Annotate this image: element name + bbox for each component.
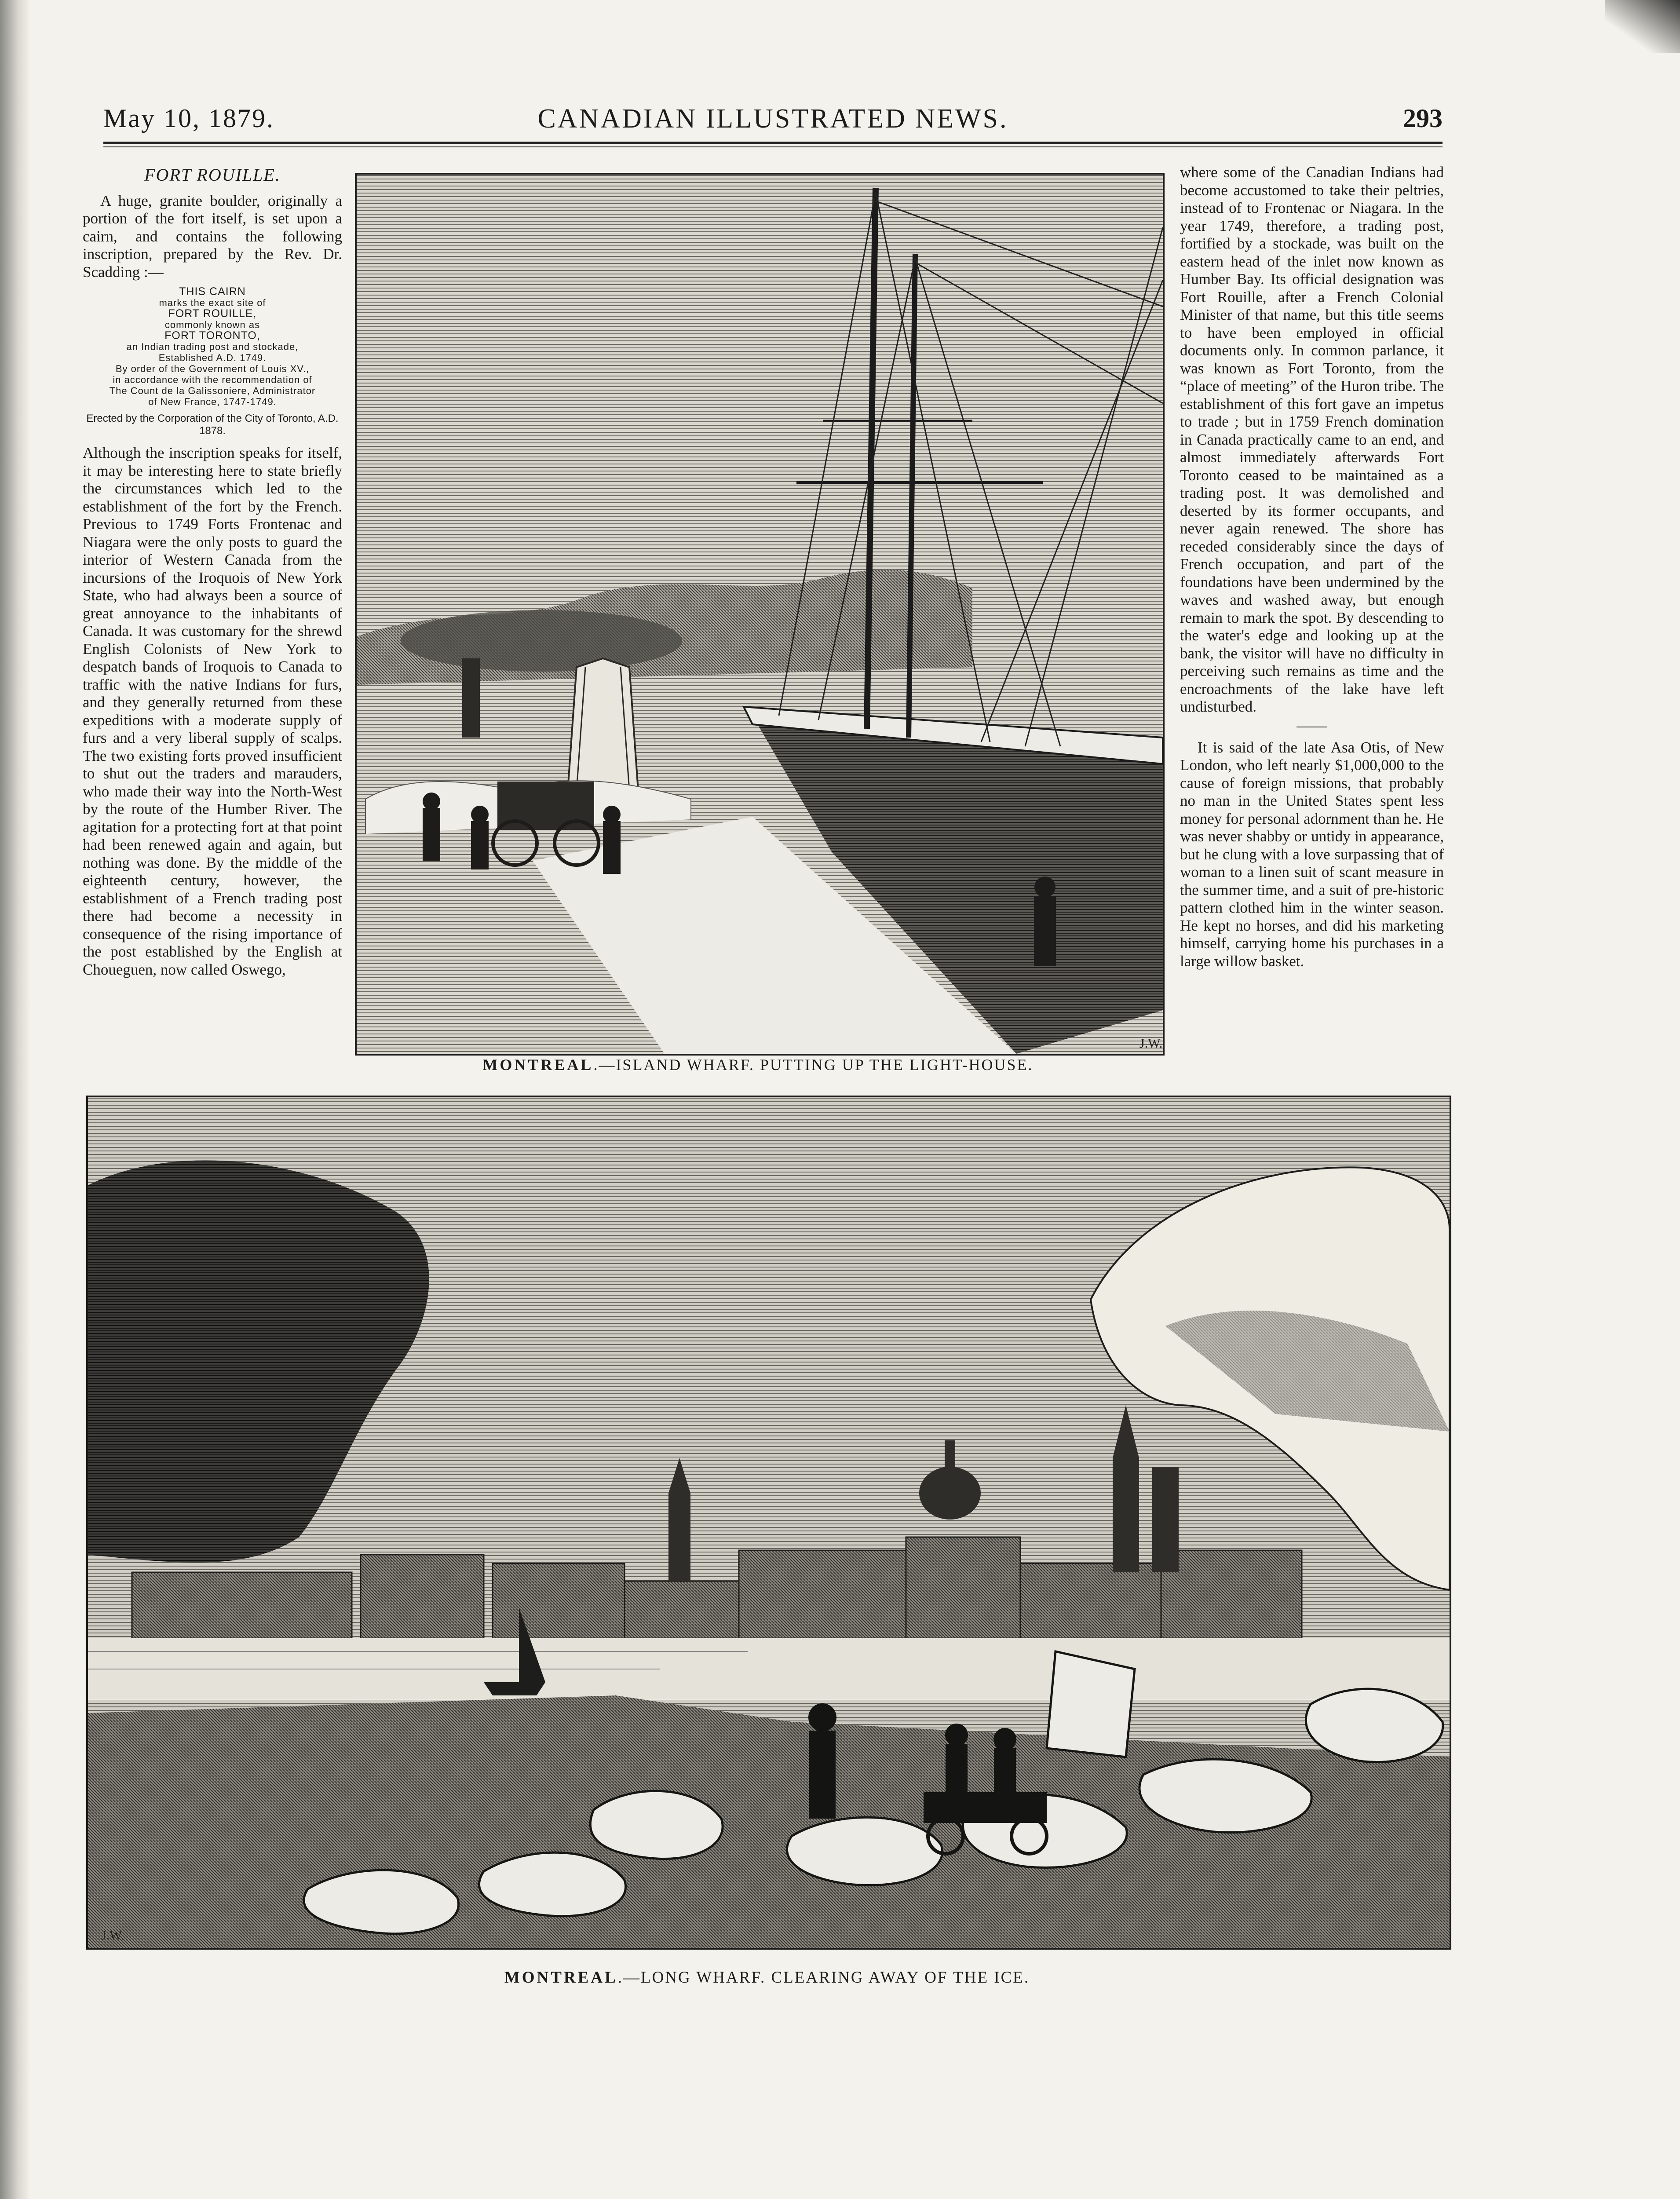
inscription-line: By order of the Government of Louis XV., — [115, 363, 310, 374]
inscription-line: FORT ROUILLE, — [168, 307, 257, 320]
cairn-inscription — [83, 286, 342, 407]
page-gutter-shadow — [0, 0, 31, 2199]
engraver-signature: J.W. — [101, 1928, 124, 1943]
scan-corner-shadow — [1605, 0, 1680, 53]
anecdote-paragraph: It is said of the late Asa Otis, of New London, who left nearly $1,000,000 to the cause of foreign missions, that probably no man in the United States spent less money for personal adornment than he. He was never shabby or untidy in appearance, but he clung with a love surpassing that of woman to a linen suit of scant measure in the summer time, and a suit of pre-historic pattern clothed him in the winter season. He kept no horses, and did his marketing himself, carrying home his purchases in a large willow basket. — [1180, 738, 1444, 970]
caption-bottom — [86, 1968, 1448, 1987]
inscription-line: in accordance with the recommendation of — [113, 374, 312, 385]
inscription-line: FORT TORONTO, — [164, 329, 260, 342]
page-header — [103, 103, 1443, 139]
inscription-line: of New France, 1747-1749. — [148, 396, 277, 407]
inscription-line: Established A.D. 1749. — [158, 352, 267, 363]
engraver-signature: J.W. — [1139, 1036, 1163, 1051]
issue-date: May 10, 1879. — [103, 104, 274, 133]
inscription-line: commonly known as — [164, 319, 260, 330]
caption-bottom-text: .—LONG WHARF. CLEARING AWAY OF THE ICE. — [617, 1969, 1030, 1987]
illustration-long-wharf — [86, 1096, 1451, 1950]
erected-note: Erected by the Corporation of the City of Toronto, A.D. 1878. — [86, 413, 339, 437]
masthead: CANADIAN ILLUSTRATED NEWS. — [537, 104, 1008, 134]
article-intro: A huge, granite boulder, originally a portion of the fort itself, is set upon a cairn, and contains the following inscription, prepared by the Rev. Dr. Scadding :— — [83, 192, 342, 281]
caption-bottom-lead: MONTREAL — [504, 1969, 618, 1987]
article-body-right: where some of the Canadian Indians had become accustomed to take their peltries, instead of to Frontenac or Niagara. In the year 1749, therefore, a trading post, fortified by a stockade, was built on the eastern head of the inlet now known as Humber Bay. Its official designation was Fort Rouille, after a French Colonial Minister of that name, but this title seems to have been employed in official documents only. In common parlance, it was known as Fort Toronto, from the “place of meeting” of the Huron tribe. The establishment of this fort gave an impetus to trade ; but in 1759 French domination in Canada practically came to an end, and almost immediately afterwards Fort Toronto ceased to be maintained as a trading post. It was demolished and deserted by its former occupants, and never again renewed. The shore has receded considerably since the days of French occupation, and part of the foundations have been undermined by the waves and washed away, but enough remain to mark the spot. By descending to the water's edge and looking up at the bank, the visitor will have no difficulty in perceiving such remains as time and the encroachments of the lake have left undisturbed. — [1180, 164, 1444, 715]
inscription-line: THIS CAIRN — [179, 285, 246, 298]
illustration-island-wharf — [355, 173, 1165, 1056]
left-column — [83, 166, 342, 984]
caption-top-lead: MONTREAL — [482, 1056, 594, 1074]
inscription-line: an Indian trading post and stockade, — [126, 341, 299, 352]
right-column — [1180, 164, 1444, 975]
inscription-line: The Count de la Galissoniere, Administrator — [109, 385, 316, 396]
article-title: FORT ROUILLE. — [144, 165, 281, 185]
inscription-line: marks the exact site of — [159, 297, 266, 308]
caption-top-text: .—ISLAND WHARF. PUTTING UP THE LIGHT-HOUSE. — [593, 1056, 1034, 1074]
header-rule — [103, 142, 1443, 144]
article-body-left: Although the inscription speaks for itself, it may be interesting here to state briefly the circumstances which led to the establishment of the fort by the French. Previous to 1749 Forts Frontenac and Niagara were the only posts to guard the interior of Western Canada from the incursions of the Iroquois of New York State, who had always been a source of great annoyance to the inhabitants of Canada. It was customary for the shrewd English Colonists of New York to despatch bands of Iroquois to Canada to traffic with the native Indians for furs, and they generally returned from these expeditions with a moderate supply of furs and a very liberal supply of scalps. The two existing forts proved insufficient to shut out the traders and marauders, who made their way into the North-West by the route of the Humber River. The agitation for a protecting fort at that point had been renewed again and again, but nothing was done. By the middle of the eighteenth century, however, the establishment of a French trading post there had become a necessity in consequence of the rising importance of the post established by the English at Choueguen, now called Oswego, — [83, 444, 342, 978]
caption-top — [355, 1056, 1161, 1074]
header-rule-thin — [103, 146, 1443, 147]
engraving-ice-wharf — [88, 1097, 1450, 1948]
page-number: 293 — [1403, 104, 1443, 133]
engraving-ship-wharf — [357, 175, 1163, 1054]
